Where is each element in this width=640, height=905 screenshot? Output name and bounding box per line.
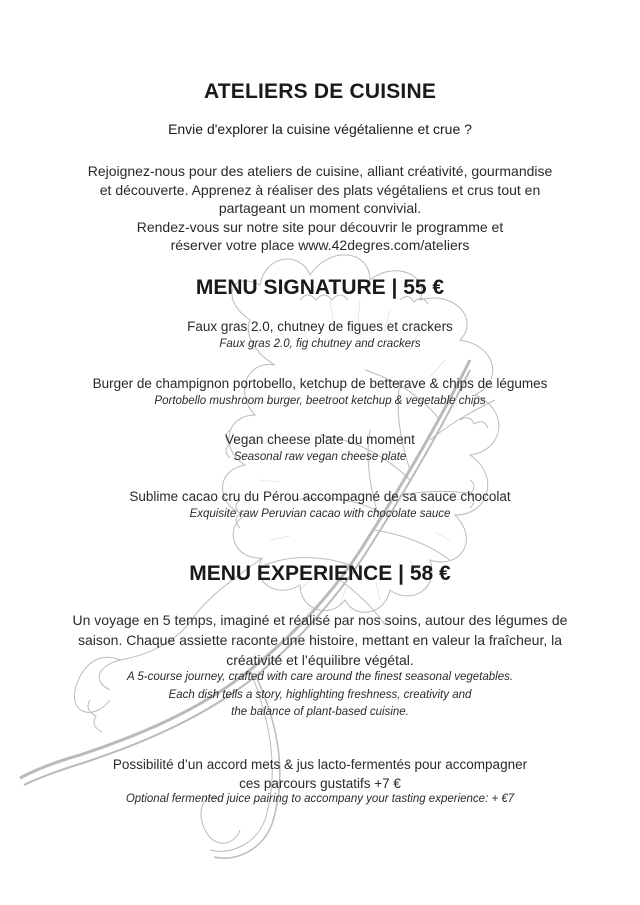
experience-line-fr: saison. Chaque assiette raconte une histoire, mettant en valeur la fraîcheur, la <box>77 632 563 648</box>
workshops-title: ATELIERS DE CUISINE <box>203 80 437 103</box>
dish-name-en: Exquisite raw Peruvian cacao with chocolate sauce <box>189 508 451 520</box>
dish-name-en: Seasonal raw vegan cheese plate <box>233 451 407 463</box>
workshops-line: partageant un moment convivial. <box>218 200 422 216</box>
workshops-line: Rendez-vous sur notre site pour découvrir le programme et <box>136 218 504 235</box>
pairing-line: Possibilité d’un accord mets & jus lacto-fermentés pour accompagner <box>112 757 528 772</box>
pairing-line: ces parcours gustatifs +7 € <box>239 776 401 791</box>
workshops-line: et découverte. Apprenez à réaliser des plats végétaliens et crus tout en <box>99 181 541 198</box>
workshops-line: réserver votre place www.42degres.com/ateliers <box>170 237 470 253</box>
experience-description-en <box>20 669 620 722</box>
experience-line-en: A 5-course journey, crafted with care around the finest seasonal vegetables. <box>126 671 514 683</box>
signature-menu-title: MENU SIGNATURE | 55 € <box>195 276 445 299</box>
experience-description-fr <box>20 610 620 670</box>
pairing-option-fr <box>20 755 620 793</box>
experience-menu-title: MENU EXPERIENCE | 58 € <box>189 562 451 585</box>
signature-dish <box>0 318 640 352</box>
experience-line-en: the balance of plant-based cuisine. <box>231 706 409 718</box>
experience-line-fr: créativité et l’équilibre végétal. <box>226 652 414 668</box>
dish-name-fr: Vegan cheese plate du moment <box>225 432 415 447</box>
experience-line-en: Each dish tells a story, highlighting freshness, creativity and <box>168 688 472 701</box>
pairing-option-en: Optional fermented juice pairing to accompany your tasting experience: + €7 <box>125 793 515 805</box>
experience-line-fr: Un voyage en 5 temps, imaginé et réalisé par nos soins, autour des légumes de <box>72 612 568 628</box>
dish-name-en: Portobello mushroom burger, beetroot ketchup & vegetable chips <box>154 395 486 407</box>
signature-dish <box>0 375 640 409</box>
dish-name-fr: Burger de champignon portobello, ketchup de betterave & chips de légumes <box>92 376 548 391</box>
dish-name-en: Faux gras 2.0, fig chutney and crackers <box>219 338 421 350</box>
workshops-description <box>40 162 600 255</box>
dish-name-fr: Sublime cacao cru du Pérou accompagné de sa sauce chocolat <box>129 489 511 504</box>
workshops-subtitle: Envie d'explorer la cuisine végétalienne et crue ? <box>168 121 472 137</box>
signature-dish <box>0 488 640 522</box>
workshops-line: Rejoignez-nous pour des ateliers de cuisine, alliant créativité, gourmandise <box>87 163 553 179</box>
dish-name-fr: Faux gras 2.0, chutney de figues et crackers <box>187 319 453 334</box>
signature-dish <box>0 431 640 465</box>
